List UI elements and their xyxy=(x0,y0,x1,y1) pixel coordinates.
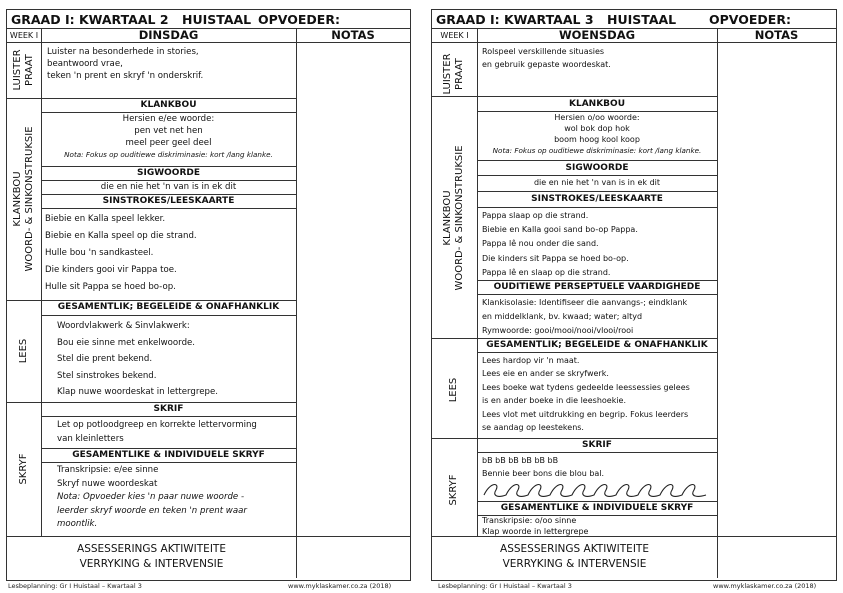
auditory-skills-heading: OUDITIEWE PERSEPTUELE VAARDIGHEDE xyxy=(493,282,701,292)
week-header: WEEK I xyxy=(440,31,469,40)
side-label-listen-speak: LUISTER PRAAT xyxy=(12,49,35,91)
phonics-content: Hersien e/ee woorde: pen vet net hen meel peer geel deel Nota: Fokus op ouditiewe diskriminasie: kort /lang klanke. xyxy=(64,114,273,159)
day-header: DINSDAG xyxy=(138,28,199,42)
handwriting-heading: SKRIF xyxy=(582,440,612,450)
notes-header: NOTAS xyxy=(754,28,799,42)
subject-label: HUISTAAL xyxy=(182,12,252,27)
assessment-label: ASSESSERINGS AKTIWITEITE VERRYKING & INTERVENSIE xyxy=(77,543,226,570)
footer-left-page-website: www.myklaskamer.co.za (2018) xyxy=(288,582,392,590)
side-label-phonics: KLANKBOU WOORD- & SINKONSTRUKSIE xyxy=(442,145,465,291)
notes-header: NOTAS xyxy=(331,28,375,42)
phonics-heading: KLANKBOU xyxy=(140,100,197,110)
side-label-phonics: KLANKBOU WOORD- & SINKONSTRUKSIE xyxy=(12,126,35,272)
sight-words-heading: SIGWOORDE xyxy=(137,168,200,178)
shared-reading-heading: GESAMENTLIK; BEGELEIDE & ONAFHANKLIK xyxy=(57,302,280,312)
phonics-content: Hersien o/oo woorde: wol bok dop hok boom hoog kool koop Nota: Fokus op ouditiewe diskriminasie: kort /lang klanke. xyxy=(492,113,702,155)
sentence-strips-heading: SINSTROKES/LEESKAARTE xyxy=(531,194,663,204)
day-header: WOENSDAG xyxy=(558,28,636,42)
side-label-reading: LEES xyxy=(448,377,459,403)
shared-reading-heading: GESAMENTLIK; BEGELEIDE & ONAFHANKLIK xyxy=(486,340,708,350)
week-header: WEEK I xyxy=(9,31,39,40)
sight-words-heading: SIGWOORDE xyxy=(565,163,629,173)
shared-writing-content: Transkripsie: e/ee sinne Skryf nuwe woordeskat Nota: Opvoeder kies 'n paar nuwe woorde - leerder skryf woorde en teken 'n prent waar moontlik. xyxy=(57,465,247,529)
subject-label: HUISTAAL xyxy=(607,12,677,27)
shared-writing-content: Transkripsie: o/oo sinne Klap woorde in lettergrepe xyxy=(482,516,589,536)
sight-words-list: die en nie het 'n van is in ek dit xyxy=(100,182,237,192)
handwriting-content: bB bB bB bB bB bB Bennie beer bons die blou bal. xyxy=(482,456,605,478)
side-label-writing: SKRYF xyxy=(448,474,459,506)
sight-words-list: die en nie het 'n van is in ek dit xyxy=(533,178,661,187)
teacher-label: OPVOEDER: xyxy=(709,12,791,27)
footer-right-page-website: www.myklaskamer.co.za (2018) xyxy=(713,582,817,590)
listen-speak-content: Rolspeel verskillende situasies en gebruik gepaste woordeskat. xyxy=(482,47,611,69)
handwriting-content: Let op potloodgreep en korrekte lettervorming van kleinletters xyxy=(57,420,257,444)
handwriting-heading: SKRIF xyxy=(153,404,184,414)
side-label-listen-speak: LUISTER PRAAT xyxy=(442,53,465,95)
reading-content: Lees hardop vir 'n maat. Lees eie en ander se skryfwerk. Lees boeke wat tydens gedeelde leessessies gelees is en ander boeke in die leeshoekie. Lees vlot met uitdrukking en begrip. Fokus leerders se aandag op leestekens. xyxy=(482,356,690,433)
teacher-label: OPVOEDER: xyxy=(258,12,340,27)
sentence-strips-content: Pappa slaap op die strand. Biebie en Kalla gooi sand bo-op Pappa. Pappa lê nou onder die sand. Die kinders sit Pappa se hoed bo-op. Pappa lê en slaap op die strand. xyxy=(482,211,638,277)
shared-writing-heading: GESAMENTLIKE & INDIVIDUELE SKRYF xyxy=(500,503,694,513)
lesson-plan-page-left xyxy=(6,9,411,581)
reading-content: Woordvlakwerk & Sinvlakwerk: Bou eie sinne met enkelwoorde. Stel die prent bekend. Stel sinstrokes bekend. Klap nuwe woordeskat in lettergrepe. xyxy=(57,321,218,398)
lesson-plan-page-right xyxy=(431,9,837,581)
auditory-skills-content: Klankisolasie: Identifiseer die aanvangs-; eindklank en middelklank, bv. kwaad; water; altyd Rymwoorde: gooi/mooi/nooi/vlooi/rooi xyxy=(482,298,688,335)
side-label-writing: SKRYF xyxy=(18,453,29,485)
handwriting-loops-pattern xyxy=(482,480,712,498)
grade-term-title: GRAAD I: KWARTAAL 3 xyxy=(436,12,594,27)
phonics-heading: KLANKBOU xyxy=(569,99,625,109)
sentence-strips-heading: SINSTROKES/LEESKAARTE xyxy=(102,196,235,206)
listen-speak-content: Luister na besonderhede in stories, beantwoord vrae, teken 'n prent en skryf 'n onderskrif. xyxy=(47,47,204,81)
footer-left-page-plan: Lesbeplanning: Gr I Huistaal – Kwartaal 3 xyxy=(8,582,142,590)
grade-term-title: GRAAD I: KWARTAAL 2 xyxy=(11,12,169,27)
sentence-strips-content: Biebie en Kalla speel lekker. Biebie en Kalla speel op die strand. Hulle bou 'n sandkasteel. Die kinders gooi vir Pappa toe. Hulle sit Pappa se hoed bo-op. xyxy=(45,214,197,292)
assessment-label: ASSESSERINGS AKTIWITEITE VERRYKING & INTERVENSIE xyxy=(500,543,649,570)
shared-writing-heading: GESAMENTLIKE & INDIVIDUELE SKRYF xyxy=(72,450,265,460)
footer-right-page-plan: Lesbeplanning: Gr I Huistaal – Kwartaal 3 xyxy=(438,582,572,590)
side-label-reading: LEES xyxy=(18,338,29,364)
